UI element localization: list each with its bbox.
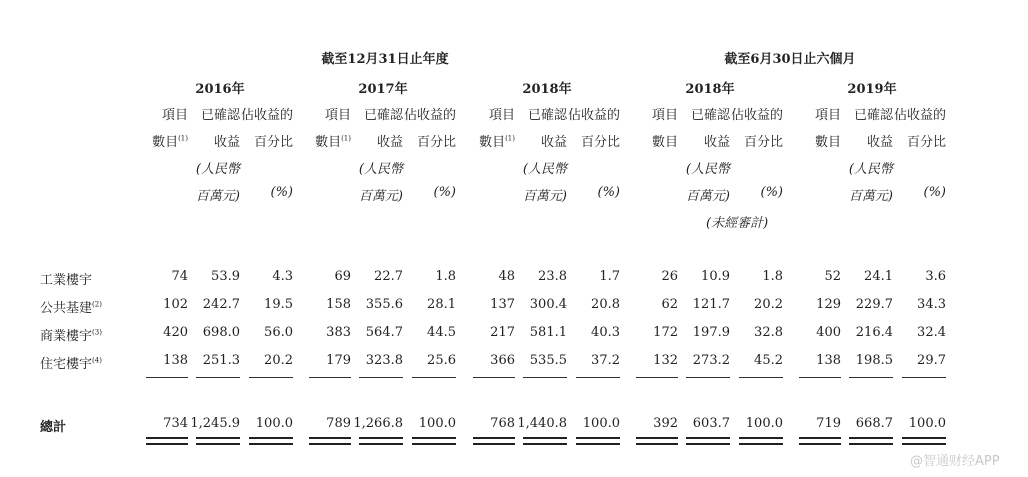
total-cell: 100.0 [908,416,946,431]
table-cell: 26 [661,269,678,284]
table-cell: 22.7 [374,269,403,284]
total-cell: 789 [326,416,351,431]
year-2018: 2018年 [522,82,572,97]
table-cell: 300.4 [529,297,567,312]
header-count-line1: 項目 [814,108,841,123]
row-label [40,353,102,372]
table-cell: 138 [163,353,188,368]
table-cell: 20.2 [754,297,783,312]
watermark: @智通财经APP [910,454,1000,469]
header-rmb-line1: (人民幣 [685,162,730,177]
table-cell: 229.7 [855,297,893,312]
header-revenue-line1: 已確認 [853,108,893,123]
header-pct-unit: (%) [923,185,946,200]
column-total-double-rule [902,437,946,443]
header-rmb-line2: 百萬元) [848,189,893,204]
table-cell: 138 [816,353,841,368]
table-cell: 217 [490,325,515,340]
header-rmb-line1: (人民幣 [522,162,567,177]
row-label-text: 住宅樓宇 [40,357,93,372]
table-cell: 355.6 [365,297,403,312]
column-subtotal-rule [902,377,946,378]
footnote-marker: (1) [178,134,188,143]
table-cell: 366 [490,353,515,368]
total-cell: 392 [653,416,678,431]
column-total-double-rule [739,437,783,443]
table-cell: 44.5 [427,325,456,340]
column-total-double-rule [249,437,293,443]
header-pct-line1: 佔收益的 [240,108,293,123]
row-label [40,269,92,288]
table-cell: 581.1 [529,325,567,340]
column-subtotal-rule [576,377,620,378]
table-cell: 3.6 [925,269,946,284]
column-total-double-rule [309,437,351,443]
total-cell: 768 [490,416,515,431]
header-revenue-line1: 已確認 [363,108,403,123]
column-total-double-rule [146,437,188,443]
header-count-text: 數目 [814,135,841,150]
header-revenue-line1: 已確認 [690,108,730,123]
row-label-text: 工業樓宇 [40,273,93,288]
table-cell: 20.8 [591,297,620,312]
row-label-text: 公共基建 [40,301,93,316]
header-count-text: 數目 [315,135,342,150]
table-cell: 1.8 [435,269,456,284]
column-subtotal-rule [473,377,515,378]
table-cell: 698.0 [202,325,240,340]
column-total-double-rule [359,437,403,443]
column-subtotal-rule [196,377,240,378]
header-pct-line1: 佔收益的 [893,108,946,123]
table-cell: 20.2 [264,353,293,368]
table-cell: 197.9 [692,325,730,340]
row-label [40,297,102,316]
column-total-double-rule [686,437,730,443]
table-cell: 216.4 [855,325,893,340]
table-cell: 420 [163,325,188,340]
column-subtotal-rule [412,377,456,378]
table-cell: 19.5 [264,297,293,312]
table-cell: 34.3 [917,297,946,312]
table-cell: 1.7 [599,269,620,284]
header-pct-line2: 百分比 [906,135,946,150]
total-label: 總計 [40,420,67,435]
header-count-line1: 項目 [488,108,515,123]
footnote-marker: (1) [341,134,351,143]
header-rmb-line2: 百萬元) [522,189,567,204]
table-cell: 56.0 [264,325,293,340]
header-count-line1: 項目 [324,108,351,123]
column-total-double-rule [799,437,841,443]
column-subtotal-rule [636,377,678,378]
column-total-double-rule [576,437,620,443]
row-label [40,325,102,344]
total-cell: 603.7 [692,416,730,431]
footnote-marker: (3) [92,328,102,337]
total-cell: 100.0 [418,416,456,431]
table-cell: 323.8 [365,353,403,368]
table-cell: 4.3 [272,269,293,284]
table-cell: 74 [171,269,188,284]
column-total-double-rule [473,437,515,443]
header-count-text: 數目 [152,135,179,150]
header-count-line1: 項目 [651,108,678,123]
column-subtotal-rule [309,377,351,378]
unaudited-note: (未經審計) [706,216,769,231]
total-cell: 100.0 [255,416,293,431]
total-cell: 734 [163,416,188,431]
table-cell: 172 [653,325,678,340]
total-cell: 1,245.9 [190,416,240,431]
total-cell: 1,266.8 [353,416,403,431]
table-cell: 62 [661,297,678,312]
header-revenue-line2: 收益 [540,135,567,150]
table-cell: 400 [816,325,841,340]
table-cell: 69 [334,269,351,284]
header-pct-unit: (%) [760,185,783,200]
header-rmb-line1: (人民幣 [358,162,403,177]
header-revenue-line2: 收益 [703,135,730,150]
footnote-marker: (4) [92,356,102,365]
column-subtotal-rule [686,377,730,378]
header-pct-line2: 百分比 [580,135,620,150]
column-total-double-rule [849,437,893,443]
table-cell: 24.1 [864,269,893,284]
table-cell: 179 [326,353,351,368]
header-revenue-line1: 已確認 [200,108,240,123]
total-cell: 1,440.8 [517,416,567,431]
column-subtotal-rule [739,377,783,378]
header-pct-unit: (%) [270,185,293,200]
table-cell: 273.2 [692,353,730,368]
table-cell: 535.5 [529,353,567,368]
footnote-marker: (2) [92,300,102,309]
year-2016: 2016年 [195,82,245,97]
header-pct-line2: 百分比 [416,135,456,150]
annual-period-title: 截至12月31日止年度 [321,52,449,67]
column-total-double-rule [412,437,456,443]
table-cell: 40.3 [591,325,620,340]
column-total-double-rule [523,437,567,443]
table-cell: 251.3 [202,353,240,368]
table-cell: 242.7 [202,297,240,312]
total-cell: 668.7 [855,416,893,431]
table-cell: 121.7 [692,297,730,312]
table-cell: 32.8 [754,325,783,340]
year-2018-interim: 2018年 [685,82,735,97]
header-pct-line1: 佔收益的 [730,108,783,123]
table-cell: 28.1 [427,297,456,312]
table-cell: 383 [326,325,351,340]
header-pct-line1: 佔收益的 [403,108,456,123]
table-cell: 102 [163,297,188,312]
column-subtotal-rule [523,377,567,378]
table-cell: 23.8 [538,269,567,284]
header-count-line1: 項目 [161,108,188,123]
header-revenue-line2: 收益 [213,135,240,150]
table-cell: 53.9 [211,269,240,284]
table-cell: 158 [326,297,351,312]
year-2019-interim: 2019年 [847,82,897,97]
table-cell: 45.2 [754,353,783,368]
row-label-text: 商業樓宇 [40,329,93,344]
table-cell: 137 [490,297,515,312]
header-revenue-line2: 收益 [866,135,893,150]
year-2017: 2017年 [358,82,408,97]
column-subtotal-rule [359,377,403,378]
header-pct-line2: 百分比 [253,135,293,150]
header-count-text: 數目 [651,135,678,150]
column-subtotal-rule [849,377,893,378]
table-cell: 129 [816,297,841,312]
table-cell: 198.5 [855,353,893,368]
table-cell: 10.9 [701,269,730,284]
header-rmb-line2: 百萬元) [195,189,240,204]
header-pct-unit: (%) [433,185,456,200]
table-cell: 32.4 [917,325,946,340]
interim-period-title: 截至6月30日止六個月 [724,52,856,67]
table-cell: 37.2 [591,353,620,368]
total-cell: 100.0 [745,416,783,431]
header-rmb-line2: 百萬元) [358,189,403,204]
header-revenue-line1: 已確認 [527,108,567,123]
table-cell: 25.6 [427,353,456,368]
header-pct-unit: (%) [597,185,620,200]
header-revenue-line2: 收益 [376,135,403,150]
column-total-double-rule [196,437,240,443]
footnote-marker: (1) [505,134,515,143]
header-count-text: 數目 [479,135,506,150]
column-subtotal-rule [146,377,188,378]
table-cell: 132 [653,353,678,368]
table-cell: 52 [824,269,841,284]
table-cell: 29.7 [917,353,946,368]
table-cell: 564.7 [365,325,403,340]
header-rmb-line1: (人民幣 [195,162,240,177]
header-rmb-line2: 百萬元) [685,189,730,204]
table-cell: 1.8 [762,269,783,284]
header-pct-line1: 佔收益的 [567,108,620,123]
total-cell: 100.0 [582,416,620,431]
table-cell: 48 [498,269,515,284]
header-pct-line2: 百分比 [743,135,783,150]
header-rmb-line1: (人民幣 [848,162,893,177]
column-subtotal-rule [799,377,841,378]
column-total-double-rule [636,437,678,443]
total-cell: 719 [816,416,841,431]
column-subtotal-rule [249,377,293,378]
